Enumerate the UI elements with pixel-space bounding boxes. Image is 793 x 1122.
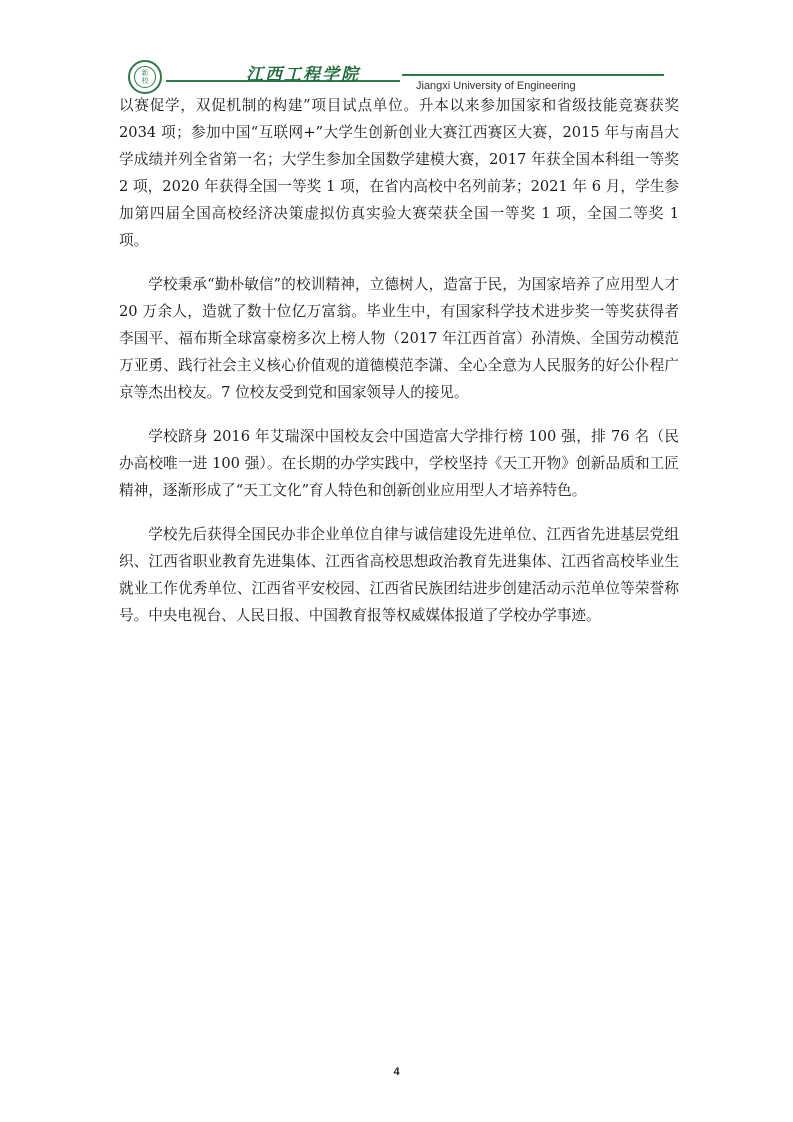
paragraph-competition-awards: 以赛促学，双促机制的构建”项目试点单位。升本以来参加国家和省级技能竞赛获奖 2034 项；参加中国“互联网+”大学生创新创业大赛江西赛区大赛，2015 年与南昌大学成绩并列全省第一名；大学生参加全国数学建模大赛，2017 年获全国本科组一等奖 2 项，2020 年获得全国一等奖 1 项，在省内高校中名列前茅；2021 年 6 月，学生参加第四届全国高校经济决策虚拟仿真实验大赛荣获全国一等奖 1 项，全国二等奖 1 项。: [119, 97, 679, 249]
paragraph-school-motto-alumni: 学校秉承“勤朴敏信”的校训精神，立德树人，造富于民，为国家培养了应用型人才 20 万余人，造就了数十位亿万富翁。毕业生中，有国家科学技术进步奖一等奖获得者李国平、福布斯全球富豪榜多次上榜人物（2017 年江西首富）孙清焕、全国劳动模范万亚勇、践行社会主义核心价值观的道德模范李潇、全心全意为人民服务的好公仆程广京等杰出校友。7 位校友受到党和国家领导人的接见。: [119, 276, 679, 401]
logo-char-1: 新: [141, 69, 149, 77]
header-rule-right: [402, 74, 664, 76]
document-body: [119, 92, 679, 646]
university-calligraphy-title: 江西工程学院: [246, 65, 360, 85]
paragraph-ranking: 学校跻身 2016 年艾瑞深中国校友会中国造富大学排行榜 100 强，排 76 名（民办高校唯一进 100 强）。在长期的办学实践中，学校坚持《天工开物》创新品质和工匠精神，逐渐形成了“天工文化”育人特色和创新创业应用型人才培养特色。: [119, 428, 679, 499]
university-logo-icon: [128, 60, 162, 94]
logo-text: [142, 69, 149, 85]
page-number: 4: [393, 1066, 400, 1078]
logo-char-2: 校: [141, 77, 149, 85]
paragraph-honors: 学校先后获得全国民办非企业单位自律与诚信建设先进单位、江西省先进基层党组织、江西省职业教育先进集体、江西省高校思想政治教育先进集体、江西省高校毕业生就业工作优秀单位、江西省平安校园、江西省民族团结进步创建活动示范单位等荣誉称号。中央电视台、人民日报、中国教育报等权威媒体报道了学校办学事迹。: [119, 526, 679, 624]
university-english-name: Jiangxi University of Engineering: [416, 80, 576, 92]
logo-emblem: [134, 66, 156, 88]
